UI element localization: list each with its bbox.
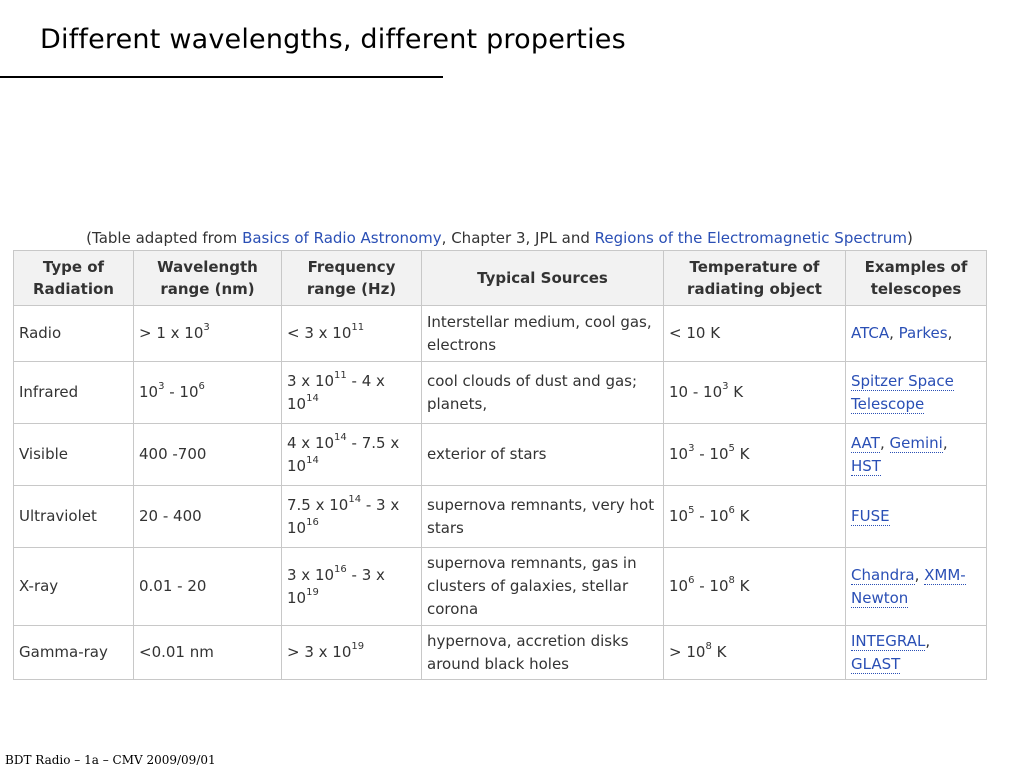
cell-wavelength: $10^3 - 10^6$ [134,362,282,424]
table-row [14,486,987,548]
header-text: Type of [42,258,105,276]
cell-wavelength: <0.01 nm [134,626,282,680]
cell-telescopes [846,548,987,626]
telescope-link[interactable]: Gemini [889,433,943,452]
telescope-separator: , [914,565,925,584]
basics-of-radio-astronomy-link[interactable]: Basics of Radio Astronomy [242,229,442,247]
telescope-link[interactable]: ATCA [851,324,890,342]
table-row [14,362,987,424]
telescope-separator: , [889,324,899,342]
telescope-link[interactable]: INTEGRAL [851,631,926,650]
header-text: Temperature of [689,258,820,276]
telescope-link[interactable]: Chandra [851,565,915,584]
header-type [14,251,134,306]
header-text: Examples of [864,258,968,276]
cell-wavelength: > 1 x $10^3$ [134,306,282,362]
header-text: Wavelength [157,258,258,276]
caption-text-mid: , Chapter 3, JPL and [441,229,595,247]
cell-telescopes [846,424,987,486]
cell-radiation-type: Infrared [14,362,134,424]
header-row [14,251,987,306]
header-frequency [282,251,422,306]
cell-wavelength: 400 -700 [134,424,282,486]
cell-telescopes [846,626,987,680]
cell-typical-sources: hypernova, accretion disks around black holes [422,626,664,680]
title-underline [0,76,443,78]
cell-telescopes [846,486,987,548]
telescope-link[interactable]: GLAST [851,654,901,673]
header-sources [422,251,664,306]
cell-temperature: $10^6 - 10^8$ K [664,548,846,626]
cell-wavelength: 0.01 - 20 [134,548,282,626]
cell-typical-sources: supernova remnants, very hot stars [422,486,664,548]
telescope-separator: , [942,433,948,452]
slide-title: Different wavelengths, different properties [40,24,626,55]
cell-frequency: 3 x $10^{16} - 3$ x $10^{19}$ [282,548,422,626]
cell-radiation-type: Ultraviolet [14,486,134,548]
header-text: Typical Sources [477,269,608,287]
table-row [14,626,987,680]
cell-frequency: 4 x $10^{14} - 7.5$ x $10^{14}$ [282,424,422,486]
cell-radiation-type: Radio [14,306,134,362]
cell-telescopes [846,362,987,424]
cell-typical-sources: exterior of stars [422,424,664,486]
cell-temperature: > $10^8$ K [664,626,846,680]
cell-radiation-type: Visible [14,424,134,486]
table-row [14,306,987,362]
header-telescopes [846,251,987,306]
caption-text-close: ) [906,229,913,247]
cell-radiation-type: Gamma-ray [14,626,134,680]
cell-temperature: $10^5 - 10^6$ K [664,486,846,548]
cell-frequency: 3 x $10^{11} - 4$ x $10^{14}$ [282,362,422,424]
telescope-separator: , [925,631,931,650]
cell-frequency: < 3 x $10^{11}$ [282,306,422,362]
regions-of-em-spectrum-link[interactable]: Regions of the Electromagnetic Spectrum [594,229,907,247]
header-text: radiating object [687,280,822,298]
cell-temperature: $10^3 - 10^5$ K [664,424,846,486]
cell-telescopes [846,306,987,362]
radiation-table [13,250,987,680]
cell-temperature: < 10 K [664,306,846,362]
header-temperature [664,251,846,306]
table-caption [13,229,986,247]
cell-wavelength: 20 - 400 [134,486,282,548]
caption-text-open: (Table adapted from [86,229,243,247]
telescope-link[interactable]: HST [851,456,881,475]
telescope-link[interactable]: Parkes [898,324,948,342]
table-row [14,548,987,626]
header-text: telescopes [870,280,962,298]
telescope-link[interactable]: XMM-Newton [851,565,966,607]
header-text: range (nm) [160,280,255,298]
cell-typical-sources: Interstellar medium, cool gas, electrons [422,306,664,362]
cell-radiation-type: X-ray [14,548,134,626]
cell-typical-sources: supernova remnants, gas in clusters of galaxies, stellar corona [422,548,664,626]
header-text: range (Hz) [306,280,397,298]
telescope-link[interactable]: FUSE [851,507,890,525]
table-body [14,306,987,680]
cell-typical-sources: cool clouds of dust and gas; planets, [422,362,664,424]
slide-footer: BDT Radio – 1a – CMV 2009/09/01 [5,753,216,767]
header-text: Frequency [307,258,396,276]
telescope-link[interactable]: Spitzer Space Telescope [851,371,954,413]
telescope-separator: , [947,324,953,342]
telescope-separator: , [879,433,890,452]
table-row [14,424,987,486]
header-wavelength [134,251,282,306]
header-text: Radiation [33,280,114,298]
cell-frequency: > 3 x $10^{19}$ [282,626,422,680]
telescope-link[interactable]: AAT [851,433,880,452]
cell-temperature: $10 - 10^3$ K [664,362,846,424]
cell-frequency: 7.5 x $10^{14} - 3$ x $10^{16}$ [282,486,422,548]
